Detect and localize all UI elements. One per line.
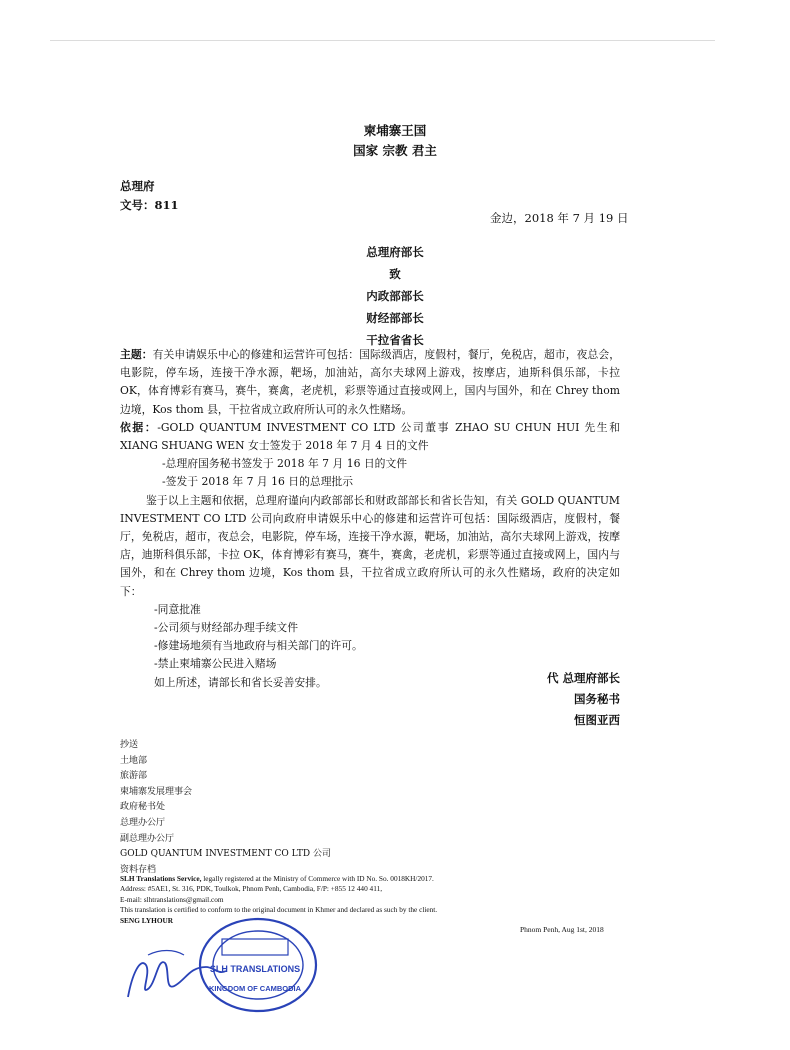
recipient-line: 总理府部长	[366, 245, 424, 259]
recipient-line: 干拉省省长	[366, 333, 424, 347]
subject-paragraph	[120, 346, 620, 419]
certificate-line	[120, 874, 540, 884]
company-email: E-mail: slhtranslations@gmail.com	[120, 894, 224, 904]
cc-item: 资料存档	[120, 864, 157, 875]
cc-item: 总理办公厅	[120, 817, 166, 828]
stamp-company-text: SLH TRANSLATIONS	[209, 964, 301, 974]
recipient-block	[0, 241, 790, 351]
office-name: 总理府	[120, 179, 155, 193]
letter-body	[120, 346, 620, 692]
signature-block	[0, 668, 620, 731]
certificate-date: Phnom Penh, Aug 1st, 2018	[520, 925, 604, 934]
registration-text: legally registered at the Ministry of Commerce with ID No. So. 0018KH/2017.	[201, 874, 434, 883]
cc-item: 柬埔寨发展理事会	[120, 786, 193, 797]
cc-list	[120, 738, 331, 878]
decision-item: -禁止柬埔寨公民进入赌场	[154, 657, 277, 671]
cc-item: 旅游部	[120, 771, 148, 782]
cc-item: 土地部	[120, 755, 148, 766]
cc-item: 副总理办公厅	[120, 833, 175, 844]
basis-item: -总理府国务秘书签发于 2018 年 7 月 16 日的文件	[162, 457, 408, 471]
company-address: Address: #5AE1, St. 316, PDK, Toulkok, Phnom Penh, Cambodia, F/P: +855 12 440 411,	[120, 884, 383, 894]
translation-company: SLH Translations Service,	[120, 874, 202, 883]
signature-flourish	[148, 951, 184, 956]
basis-paragraph	[120, 419, 620, 455]
decision-item: -修建场地须有当地政府与相关部门的许可。	[154, 639, 363, 653]
certification-statement: This translation is certified to conform to the original document in Khmer and declared as such by the client.	[120, 905, 438, 915]
translator-name: SENG LYHOUR	[120, 915, 174, 925]
basis-item: -签发于 2018 年 7 月 16 日的总理批示	[162, 475, 354, 489]
cc-item: 政府秘书处	[120, 802, 166, 813]
basis-item: -GOLD QUANTUM INVESTMENT CO LTD 公司董事 ZHAO SU CHUN HUI 先生和 XIANG SHUANG WEN 女士签发于 2018 年 7 月 4 日的文件	[120, 420, 621, 453]
recipient-line: 内政部部长	[366, 289, 424, 303]
main-paragraph: 鉴于以上主题和依据，总理府谨向内政部部长和财政部部长和省长告知，有关 GOLD QUANTUM INVESTMENT CO LTD 公司向政府申请娱乐中心的修建和运营许可包括：国际级酒店，度假村，餐厅，免税店，超市，夜总会，电影院，停车场，连接干净水源，靶场，加油站，高尔夫球网上游戏，按摩店，迪斯科俱乐部，卡拉 OK，体育博彩有赛马，赛牛，赛禽，老虎机，彩票等通过直接或网上，国内与国外，和在 Chrey thom 边境，Kos thom 县，干拉省成立政府所认可的永久性赌场，政府的决定如下：	[120, 493, 620, 598]
closing-line: 如上所述，请部长和省长妥善安排。	[154, 675, 327, 689]
signature-line: 恒图亚西	[574, 713, 620, 727]
document-number: 文号：811	[120, 198, 179, 212]
cc-item: GOLD QUANTUM INVESTMENT CO LTD 公司	[120, 849, 331, 860]
subject-label: 主题：	[120, 348, 153, 361]
recipient-line: 致	[389, 267, 401, 281]
decision-item: -公司须与财经部办理手续文件	[154, 621, 299, 635]
page-top-rule	[50, 40, 715, 41]
stamp-country-text: KINGDOM OF CAMBODIA	[208, 984, 302, 993]
subject-text: 有关申请娱乐中心的修建和运营许可包括：国际级酒店，度假村，餐厅，免税店，超市，夜总会，电影院，停车场，连接干净水源，靶场，加油站，高尔夫球网上游戏，按摩店，迪斯科俱乐部，卡拉 OK，体育博彩有赛马，赛牛，赛禽，老虎机，彩票等通过直接或网上，国内与国外，和在 Chrey thom 边境，Kos thom 县，干拉省成立政府所认可的永久性赌场。	[120, 348, 621, 416]
document-date: 金边，2018 年 7 月 19 日	[490, 211, 629, 225]
cc-heading: 抄送	[120, 740, 139, 750]
recipient-line: 财经部部长	[366, 311, 424, 325]
stamp-khmer-box	[222, 939, 288, 955]
national-motto: 国家 宗教 君主	[353, 143, 437, 158]
issuing-office	[120, 177, 179, 215]
basis-label: 依据：	[120, 420, 158, 434]
signature-line: 代 总理府部长	[546, 671, 620, 685]
signature-line: 国务秘书	[574, 692, 620, 706]
translation-stamp	[118, 905, 323, 1015]
decision-item: -同意批准	[154, 602, 201, 616]
kingdom-title: 柬埔寨王国	[363, 123, 427, 138]
